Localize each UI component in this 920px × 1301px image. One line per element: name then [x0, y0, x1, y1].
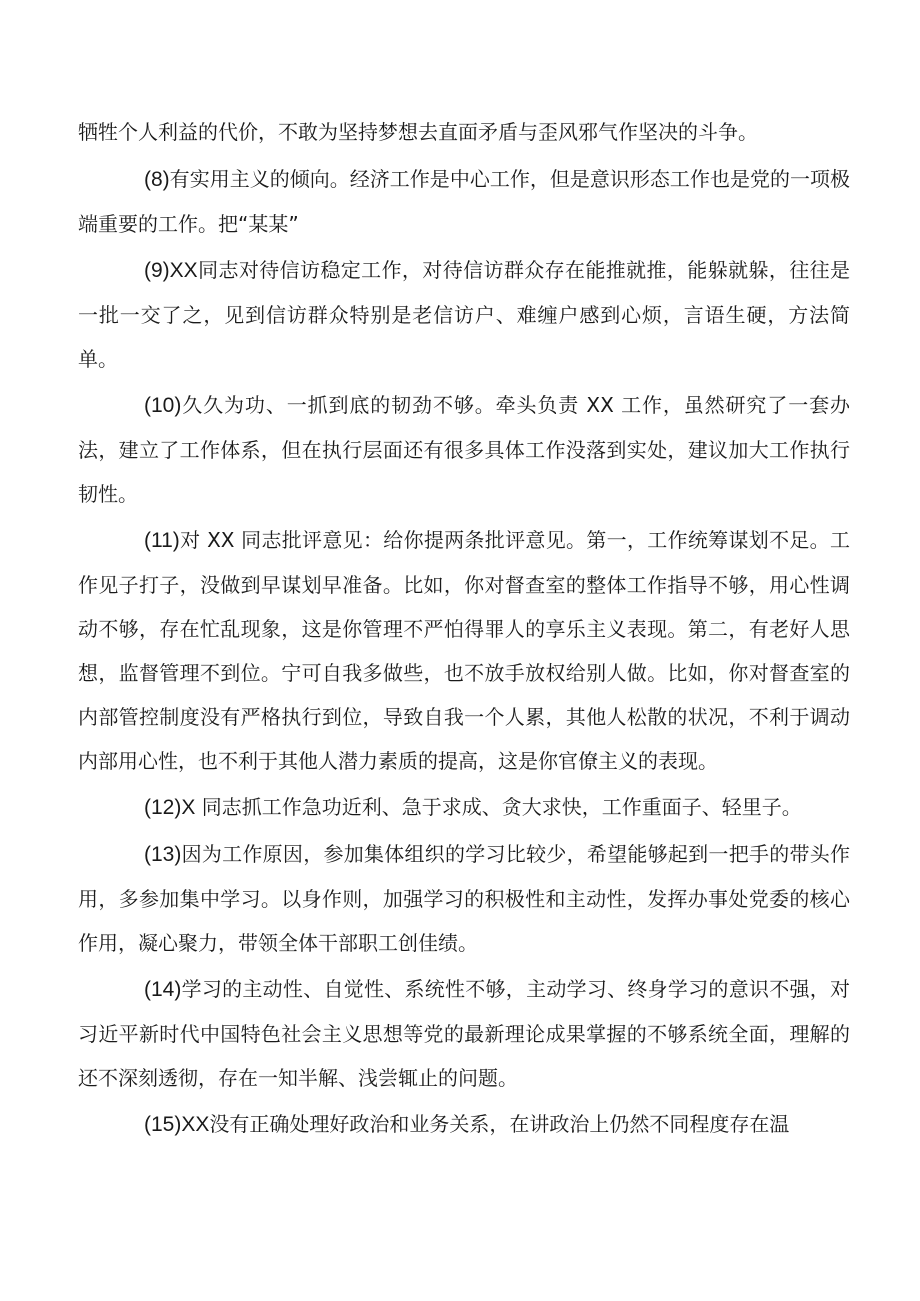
document-body — [78, 110, 850, 1149]
paragraph-text: 没有正确处理好政治和业务关系，在讲政治上仍然不同程度存在温 — [209, 1112, 790, 1136]
paragraph-0 — [78, 110, 850, 155]
paragraph-number: (9)XX — [144, 259, 198, 282]
paragraph-text: 对 XX 同志批评意见：给你提两条批评意见。第一，工作统筹谋划不足。工作见子打子，没做到早谋划早准备。比如，你对督查室的整体工作指导不够，用心性调动不够，存在忙乱现象，这是你管理不严怕得罪人的享乐主义表现。第二，有老好人思想，监督管理不到位。宁可自我多做些，也不放手放权给别人做。比如，你对督查室的内部管控制度没有严格执行到位，导致自我一个人累，其他人松散的状况，不利于调动内部用心性，也不利于其他人潜力素质的提高，这是你官僚主义的表现。 — [78, 528, 850, 773]
paragraph-text: 同志对待信访稳定工作，对待信访群众存在能推就推，能躲就躲，往往是一批一交了之，见到信访群众特别是老信访户、难缠户感到心烦，言语生硬，方法简单。 — [78, 258, 850, 371]
paragraph-text: 同志抓工作急功近利、急于求成、贪大求快，工作重面子、轻里子。 — [195, 795, 802, 819]
paragraph-text: 学习的主动性、自觉性、系统性不够，主动学习、终身学习的意识不强，对习近平新时代中国特色社会主义思想等党的最新理论成果掌握的不够系统全面，理解的还不深刻透彻，存在一知半解、浅尝辄止的问题。 — [78, 977, 850, 1090]
paragraph-12 — [78, 785, 850, 830]
paragraph-text: 有实用主义的倾向。经济工作是中心工作，但是意识形态工作也是党的一项极端重要的工作。把“某某” — [78, 167, 850, 236]
paragraph-8 — [78, 157, 850, 246]
paragraph-number: (12)X — [144, 796, 196, 819]
paragraph-number: (10) — [144, 394, 182, 417]
paragraph-number: (15)XX — [144, 1113, 210, 1136]
paragraph-text: 因为工作原因，参加集体组织的学习比较少，希望能够起到一把手的带头作用，多参加集中学习。以身作则，加强学习的积极性和主动性，发挥办事处党委的核心作用，凝心聚力，带领全体干部职工创佳绩。 — [78, 842, 850, 955]
paragraph-number: (14) — [144, 978, 182, 1001]
paragraph-11 — [78, 518, 850, 783]
paragraph-text: 久久为功、一抓到底的韧劲不够。牵头负责 XX 工作，虽然研究了一套办法，建立了工作体系，但在执行层面还有很多具体工作没落到实处，建议加大工作执行韧性。 — [78, 393, 850, 506]
paragraph-number: (8) — [144, 168, 170, 191]
paragraph-15 — [78, 1102, 850, 1147]
paragraph-text: 牺牲个人利益的代价，不敢为坚持梦想去直面矛盾与歪风邪气作坚决的斗争。 — [78, 120, 758, 144]
paragraph-number: (11) — [144, 529, 180, 552]
paragraph-13 — [78, 832, 850, 965]
paragraph-10 — [78, 383, 850, 516]
paragraph-9 — [78, 248, 850, 381]
paragraph-number: (13) — [144, 843, 182, 866]
paragraph-14 — [78, 967, 850, 1100]
